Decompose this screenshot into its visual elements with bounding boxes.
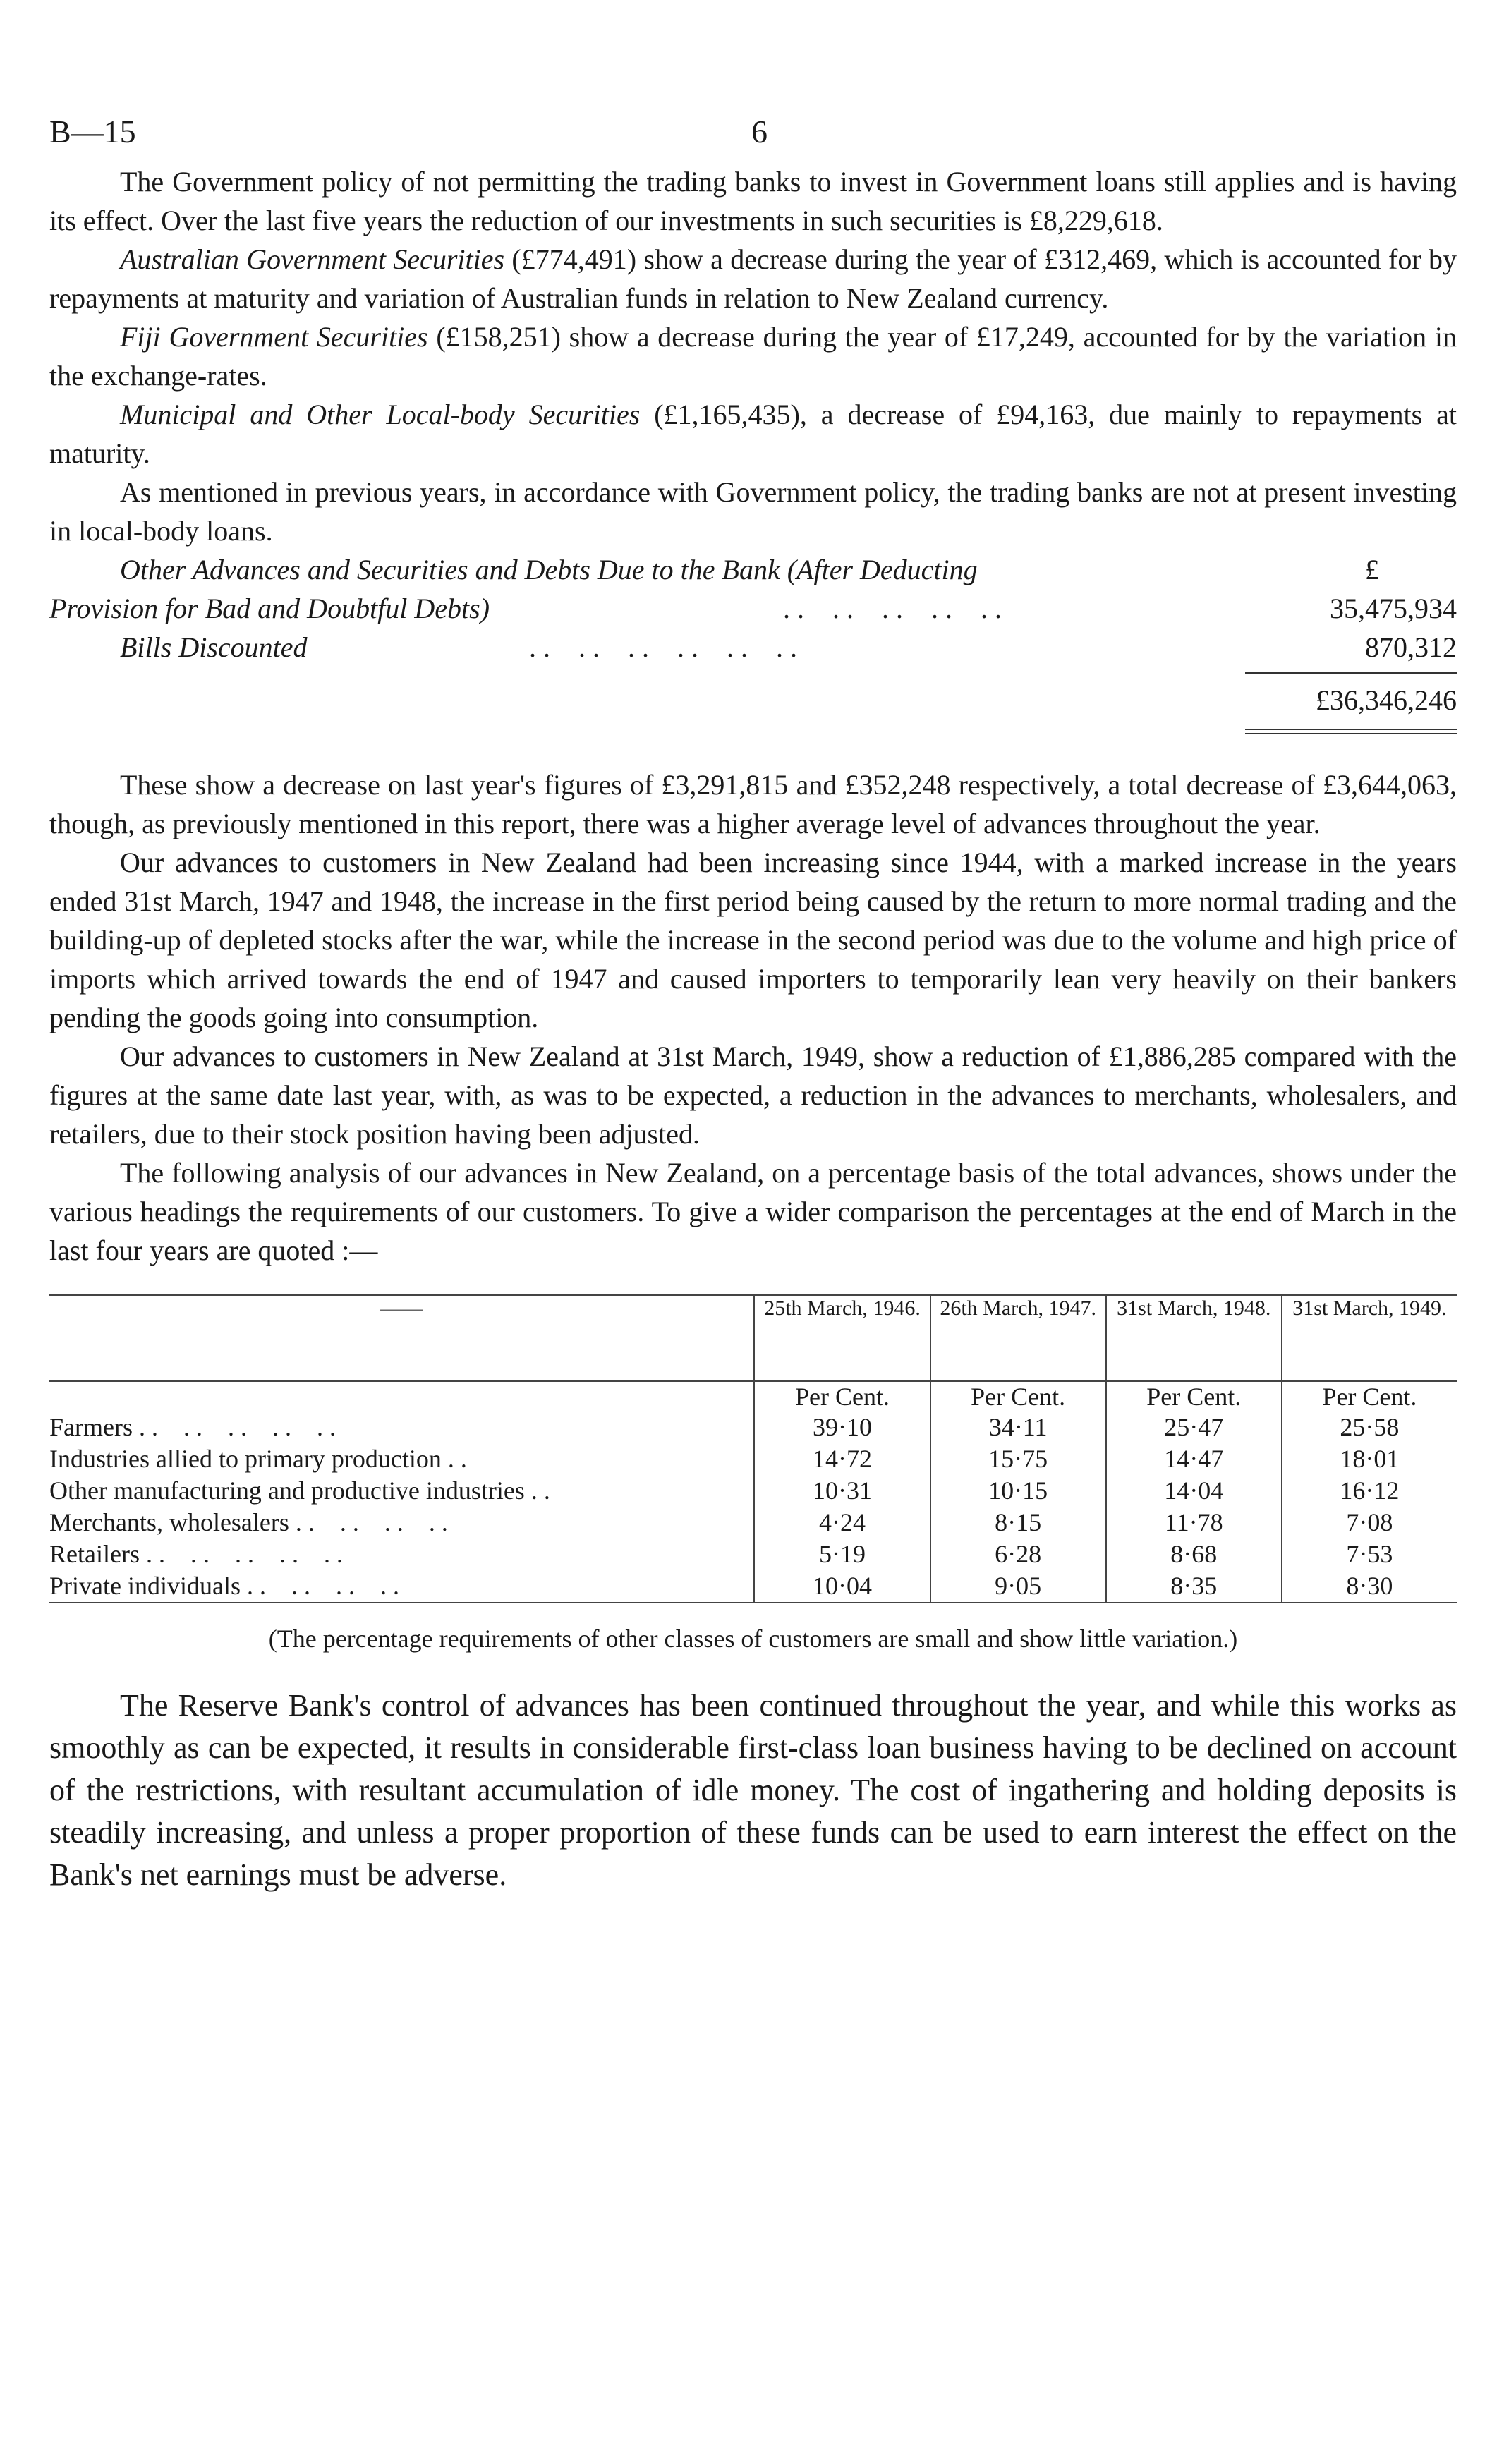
table-cell: 6·28 [930,1539,1106,1570]
paragraph-advances-reduction: Our advances to customers in New Zealand at 31st March, 1949, show a reduction of £1,886,285 compared with the figures at the same date last year, with, as was to be expected, a reduction in the advances to merchants, wholesalers, and retailers, due to their stock position having been adjusted. [49,1040,1457,1150]
body-text-2 [49,765,1457,1270]
heading-municipal-securities: Municipal and Other Local-body Securities [120,399,641,430]
text-australian-securities: (£774,491) show a decrease during the year of £312,469, which is accounted for by repayments at maturity and variation of Australian funds in relation to New Zealand currency. [49,243,1457,314]
leader-dots: . . . . . . . . . . [145,1540,343,1568]
advances-label-1: Other Advances and Securities and Debts Due to the Bank (After Deducting [120,554,978,585]
table-corner: —— [380,1297,423,1320]
table-cell: 15·75 [930,1443,1106,1475]
table-cell: 25·47 [1106,1412,1282,1443]
unit-label: Per Cent. [1282,1381,1457,1412]
table-cell: 18·01 [1282,1443,1457,1475]
unit-label: Per Cent. [754,1381,930,1412]
table-cell: 14·47 [1106,1443,1282,1475]
total-rule [1245,729,1457,730]
leader-dots: . . . . . . . . [246,1572,399,1600]
table-cell: 14·72 [754,1443,930,1475]
leader-dots: . . . . . . . . . . . . [529,631,797,663]
column-header: 31st March, 1949. [1282,1295,1457,1381]
row-label: Industries allied to primary production [49,1445,442,1473]
currency-symbol: £ [1365,554,1379,585]
table-cell: 8·68 [1106,1539,1282,1570]
advances-amount: 35,475,934 [1330,593,1457,624]
table-row [49,1412,1457,1443]
leader-dots: . . . . . . . . [295,1508,448,1536]
bills-discounted-line [49,628,1457,667]
row-label: Farmers [49,1413,133,1441]
paragraph-local-body-loans: As mentioned in previous years, in accordance with Government policy, the trading banks are not at present investing in local-body loans. [49,476,1457,547]
heading-fiji-securities: Fiji Government Securities [120,321,428,353]
advances-percentage-table [49,1294,1457,1603]
bills-discounted-amount: 870,312 [1365,631,1457,663]
body-text [49,162,1457,550]
table-cell: 10·15 [930,1475,1106,1507]
table-cell: 10·31 [754,1475,930,1507]
advances-line-1 [49,550,1457,589]
row-label: Private individuals [49,1572,241,1600]
table-row [49,1443,1457,1475]
advances-total-amount: £36,346,246 [1316,684,1457,716]
advances-total [49,667,1457,744]
table-cell: 39·10 [754,1412,930,1443]
table-cell: 4·24 [754,1507,930,1539]
row-label: Merchants, wholesalers [49,1508,289,1536]
leader-dots: . . . . . . . . . . [783,593,1002,624]
unit-label: Per Cent. [1106,1381,1282,1412]
table-row [49,1475,1457,1507]
closing-text [49,1685,1457,1896]
table-row [49,1570,1457,1603]
paragraph-government-policy: The Government policy of not permitting the trading banks to invest in Government loans still applies and is having its effect. Over the last five years the reduction of our investments in such securities is £8,229,618. [49,166,1457,236]
unit-label: Per Cent. [930,1381,1106,1412]
column-header: 25th March, 1946. [754,1295,930,1381]
table-cell: 16·12 [1282,1475,1457,1507]
table-cell: 10·04 [754,1570,930,1603]
paragraph-analysis-intro: The following analysis of our advances in New Zealand, on a percentage basis of the total advances, shows under the various headings the requirements of our customers. To give a wider comparison the percentages at the end of March in the last four years are quoted :— [49,1157,1457,1266]
table-cell: 25·58 [1282,1412,1457,1443]
table-row [49,1539,1457,1570]
table-note: (The percentage requirements of other classes of customers are small and show little variation.) [268,1625,1238,1653]
text-fiji-securities: (£158,251) show a decrease during the year of £17,249, accounted for by the variation in the exchange-rates. [49,321,1457,392]
table-cell: 5·19 [754,1539,930,1570]
table-cell: 7·08 [1282,1507,1457,1539]
table-cell: 9·05 [930,1570,1106,1603]
row-label: Other manufacturing and productive industries [49,1476,525,1505]
sum-rule [1245,672,1457,674]
table-header-row [49,1295,1457,1381]
paragraph-municipal-securities [49,395,1457,473]
advances-line-2 [49,589,1457,628]
paragraph-decrease: These show a decrease on last year's figures of £3,291,815 and £352,248 respectively, a total decrease of £3,644,063, though, as previously mentioned in this report, there was a higher average level of advances throughout the year. [49,769,1457,839]
advances-label-2: Provision for Bad and Doubtful Debts) [49,593,490,624]
advances-summary [49,550,1457,744]
table-cell: 7·53 [1282,1539,1457,1570]
row-label: Retailers [49,1540,140,1568]
leader-dots: . . [447,1445,467,1473]
total-rule-2 [1245,733,1457,734]
heading-australian-securities: Australian Government Securities [120,243,505,275]
table-cell: 8·30 [1282,1570,1457,1603]
paragraph-reserve-bank-control: The Reserve Bank's control of advances has been continued throughout the year, and while this works as smoothly as can be expected, it results in considerable first-class loan business having to be declined on account of the restrictions, with resultant accumulation of idle money. The cost of ingathering and holding deposits is steadily increasing, and unless a proper proportion of these funds can be used to earn interest the effect on the Bank's net earnings must be adverse. [49,1688,1457,1892]
leader-dots: . . [530,1476,550,1505]
unit-row [49,1381,1457,1412]
paragraph-fiji-securities [49,317,1457,395]
column-header: 31st March, 1948. [1106,1295,1282,1381]
paragraph-australian-securities [49,240,1457,317]
page [49,85,1457,1896]
table-cell: 34·11 [930,1412,1106,1443]
page-number: 6 [751,114,768,150]
leader-dots: . . . . . . . . . . [138,1413,336,1441]
table-cell: 11·78 [1106,1507,1282,1539]
text-municipal-securities: (£1,165,435), a decrease of £94,163, due mainly to repayments at maturity. [49,399,1457,469]
table-cell: 8·15 [930,1507,1106,1539]
table-cell: 8·35 [1106,1570,1282,1603]
table-cell: 14·04 [1106,1475,1282,1507]
page-header [49,85,1457,162]
paragraph-advances-history: Our advances to customers in New Zealand had been increasing since 1944, with a marked increase in the years ended 31st March, 1947 and 1948, the increase in the first period being caused by the return to more normal trading and the building-up of depleted stocks after the war, while the increase in the second period was due to the volume and high price of imports which arrived towards the end of 1947 and caused importers to temporarily lean very heavily on their bankers pending the goods going into consumption. [49,846,1457,1033]
document-code: B—15 [49,114,136,150]
table-row [49,1507,1457,1539]
bills-discounted-label: Bills Discounted [120,631,308,663]
column-header: 26th March, 1947. [930,1295,1106,1381]
